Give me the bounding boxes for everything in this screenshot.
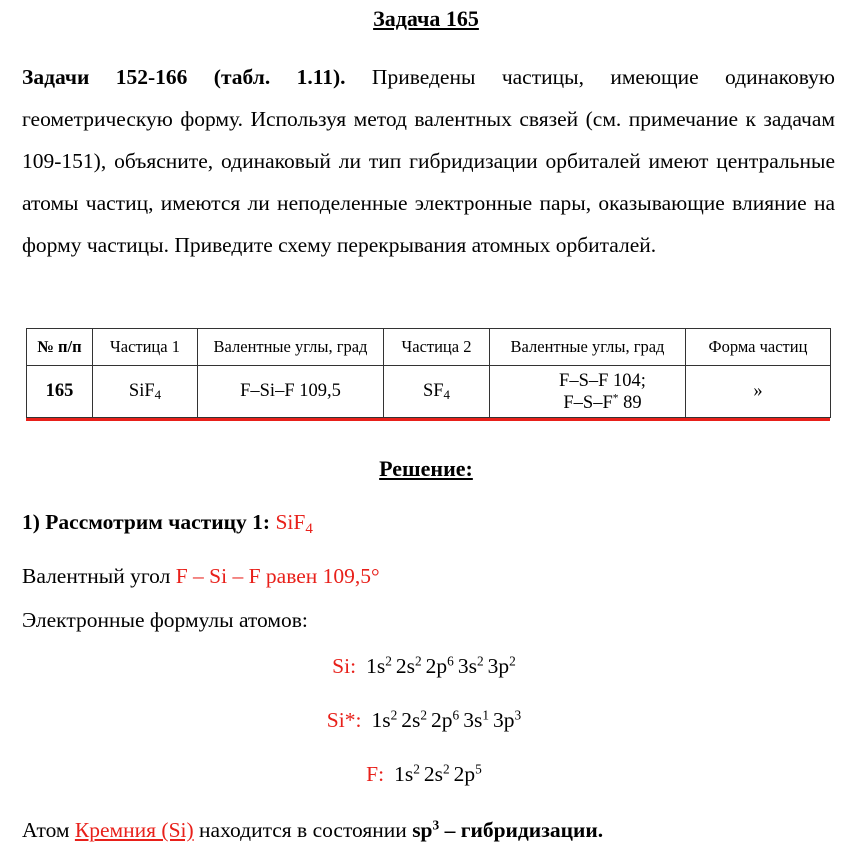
orbital-term: $2s^2$ xyxy=(401,707,428,732)
orbital-term: $2p^5$ xyxy=(453,761,482,786)
step1-heading: 1) Рассмотрим частицу 1: SiF$_4$ xyxy=(22,510,313,537)
orbital-term: $3s^2$ xyxy=(457,653,484,678)
formula-label: Si: xyxy=(332,654,357,678)
step1-particle: SiF$_4$ xyxy=(275,510,313,537)
cell-num: 165 xyxy=(27,366,93,418)
solution-heading: Решение: xyxy=(379,456,473,481)
formula-label: F: xyxy=(366,762,385,786)
orbital-term: $2p^6$ xyxy=(431,707,460,732)
problem-reference: Задачи 152-166 (табл. 1.11). xyxy=(22,65,346,89)
orbital-term: $3p^2$ xyxy=(487,653,516,678)
header-shape: Форма частиц xyxy=(686,329,831,366)
orbital-term: $3p^3$ xyxy=(493,707,522,732)
cell-shape: » xyxy=(686,366,831,418)
orbital-term: $1s^2$ xyxy=(394,761,420,786)
formula-f xyxy=(0,762,852,787)
orbital-term: $2s^2$ xyxy=(395,653,422,678)
page-title: Задача 165 xyxy=(373,6,479,31)
header-particle1: Частица 1 xyxy=(93,329,198,366)
formula-label: Si*: xyxy=(326,708,362,732)
header-angles1: Валентные углы, град xyxy=(198,329,384,366)
header-num: № п/п xyxy=(27,329,93,366)
cell-particle1: SiF$_4$ xyxy=(93,366,198,418)
orbital-term: $2s^2$ xyxy=(423,761,450,786)
table-header-row xyxy=(27,329,831,366)
table-row xyxy=(27,366,831,418)
electron-formulas-label: Электронные формулы атомов: xyxy=(22,608,308,632)
cell-angles2: F–S–F 104; F–S–F* 89 xyxy=(490,366,686,418)
problem-text: Приведены частицы, имеющие одинаковую геометрическую форму. Используя метод валентных связей (см. примечание к задачам 109-151), объясните, одинаковый ли тип гибридизации орбиталей имеют центральные атомы частиц, имеются ли неподеленные электронные пары, оказывающие влияние на форму частицы. Приведите схему перекрывания атомных орбиталей. xyxy=(22,65,835,257)
valence-angle-line: Валентный угол F – Si – F равен 109,5° xyxy=(22,564,380,588)
data-table xyxy=(26,328,830,418)
orbital-term: $3s^1$ xyxy=(463,707,490,732)
table-underline-divider xyxy=(26,418,830,421)
cell-angles1: F–Si–F 109,5 xyxy=(198,366,384,418)
hybridization-line: Атом Кремния (Si) находится в состоянии $sp^3$ – гибридизации. xyxy=(22,817,604,842)
problem-statement xyxy=(22,56,835,266)
orbital-term: $1s^2$ xyxy=(366,653,392,678)
formula-si xyxy=(0,654,852,679)
header-particle2: Частица 2 xyxy=(384,329,490,366)
header-angles2: Валентные углы, град xyxy=(490,329,686,366)
cell-particle2: $SF_4$ xyxy=(384,366,490,418)
orbital-term: $2p^6$ xyxy=(425,653,454,678)
formula-si-excited xyxy=(0,708,852,733)
orbital-term: $1s^2$ xyxy=(371,707,398,732)
